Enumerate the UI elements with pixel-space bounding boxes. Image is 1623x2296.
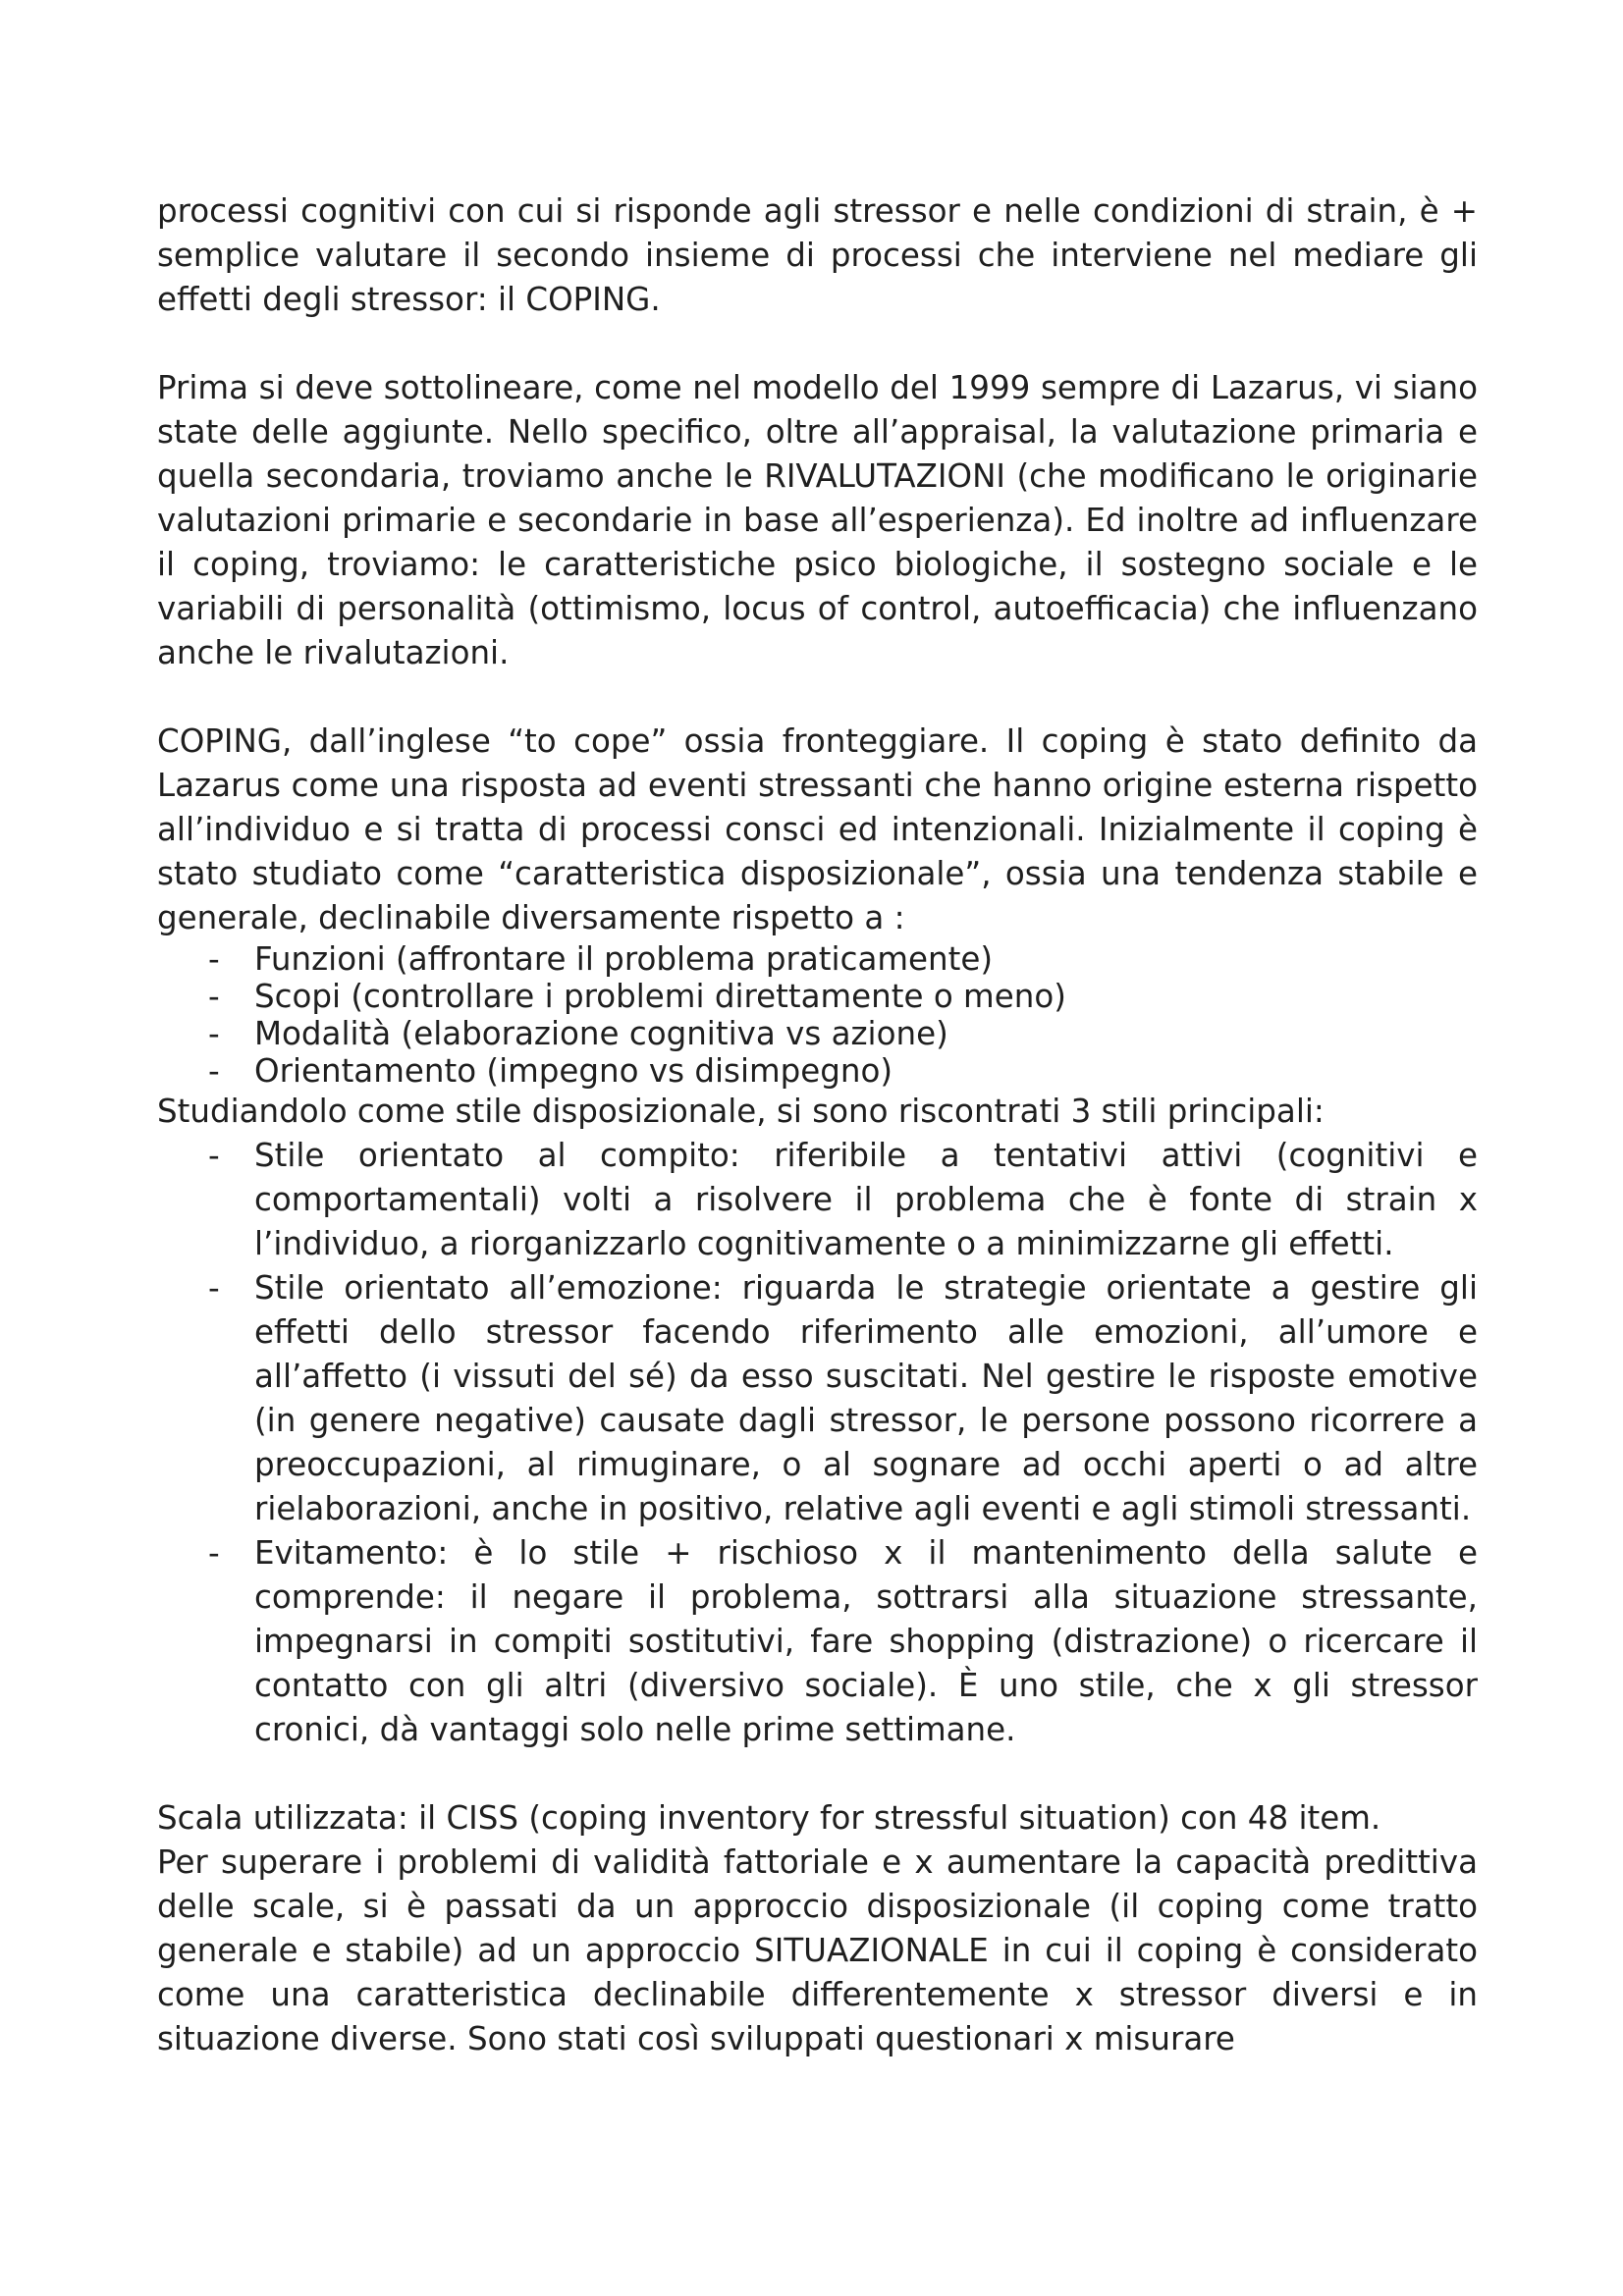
paragraph-lazarus-model: Prima si deve sottolineare, come nel modello del 1999 sempre di Lazarus, vi siano state delle aggiunte. Nello specifico, oltre all’appraisal, la valutazione primaria e quella secondaria, troviamo anche le RIVALUTAZIONI (che modificano le originarie valutazioni primarie e secondarie in base all’esperienza). Ed inoltre ad influenzare il coping, troviamo: le caratteristiche psico biologiche, il sostegno sociale e le variabili di personalità (ottimismo, locus of control, autoefficacia) che influenzano anche le rivalutazioni. [157,369,1478,671]
paragraph-gap [157,1752,1478,1796]
paragraph-situational-approach: Per superare i problemi di validità fattoriale e x aumentare la capacità predittiva delle scale, si è passati da un approccio disposizionale (il coping come tratto generale e stabile) ad un approccio SITUAZIONALE in cui il coping è considerato come una caratteristica declinabile differentemente x stressor diversi e in situazione diverse. Sono stati così sviluppati questionari x misurare [157,1843,1478,2057]
paragraph-coping-definition: COPING, dall’inglese “to cope” ossia fronteggiare. Il coping è stato definito da Lazarus come una risposta ad eventi stressanti che hanno origine esterna rispetto all’individuo e si tratta di processi consci ed intenzionali. Inizialmente il coping è stato studiato come “caratteristica disposizionale”, ossia una tendenza stabile e generale, declinabile diversamente rispetto a : [157,722,1478,936]
list-item-task-style: - Stile orientato al compito: riferibile a tentativi attivi (cognitivi e comportamentali) volti a risolvere il problema che è fonte di strain x l’individuo, a riorganizzarlo cognitivamente o a minimizzarne gli effetti. [157,1134,1478,1266]
paragraph-styles-intro: Studiandolo come stile disposizionale, si sono riscontrati 3 stili principali: [157,1093,1325,1130]
list-item-orientamento: - Orientamento (impegno vs disimpegno) [157,1052,1478,1090]
list-item-scopi: - Scopi (controllare i problemi direttamente o meno) [157,978,1478,1015]
document-page [157,189,1478,2061]
list-item-funzioni: - Funzioni (affrontare il problema praticamente) [157,940,1478,978]
list-item-emotion-style: - Stile orientato all’emozione: riguarda le strategie orientate a gestire gli effetti dello stressor facendo riferimento alle emozioni, all’umore e all’affetto (i vissuti del sé) da esso suscitati. Nel gestire le risposte emotive (in genere negative) causate dagli stressor, le persone possono ricorrere a preoccupazioni, al rimuginare, o al sognare ad occhi aperti o ad altre rielaborazioni, anche in positivo, relative agli eventi e agli stimoli stressanti. [157,1266,1478,1531]
list-item-modalita: - Modalità (elaborazione cognitiva vs azione) [157,1015,1478,1052]
paragraph-gap [157,322,1478,366]
list-item-avoidance-style: - Evitamento: è lo stile + rischioso x il mantenimento della salute e comprende: il negare il problema, sottrarsi alla situazione stressante, impegnarsi in compiti sostitutivi, fare shopping (distrazione) o ricercare il contatto con gli altri (diversivo sociale). È uno stile, che x gli stressor cronici, dà vantaggi solo nelle prime settimane. [157,1531,1478,1752]
paragraph-gap [157,675,1478,720]
paragraph-coping-intro: processi cognitivi con cui si risponde agli stressor e nelle condizioni di strain, è + semplice valutare il secondo insieme di processi che interviene nel mediare gli effetti degli stressor: il COPING. [157,192,1478,318]
paragraph-ciss-scale: Scala utilizzata: il CISS (coping inventory for stressful situation) con 48 item. [157,1799,1381,1837]
styles-list [157,1134,1478,1752]
dimensions-list [157,940,1478,1090]
